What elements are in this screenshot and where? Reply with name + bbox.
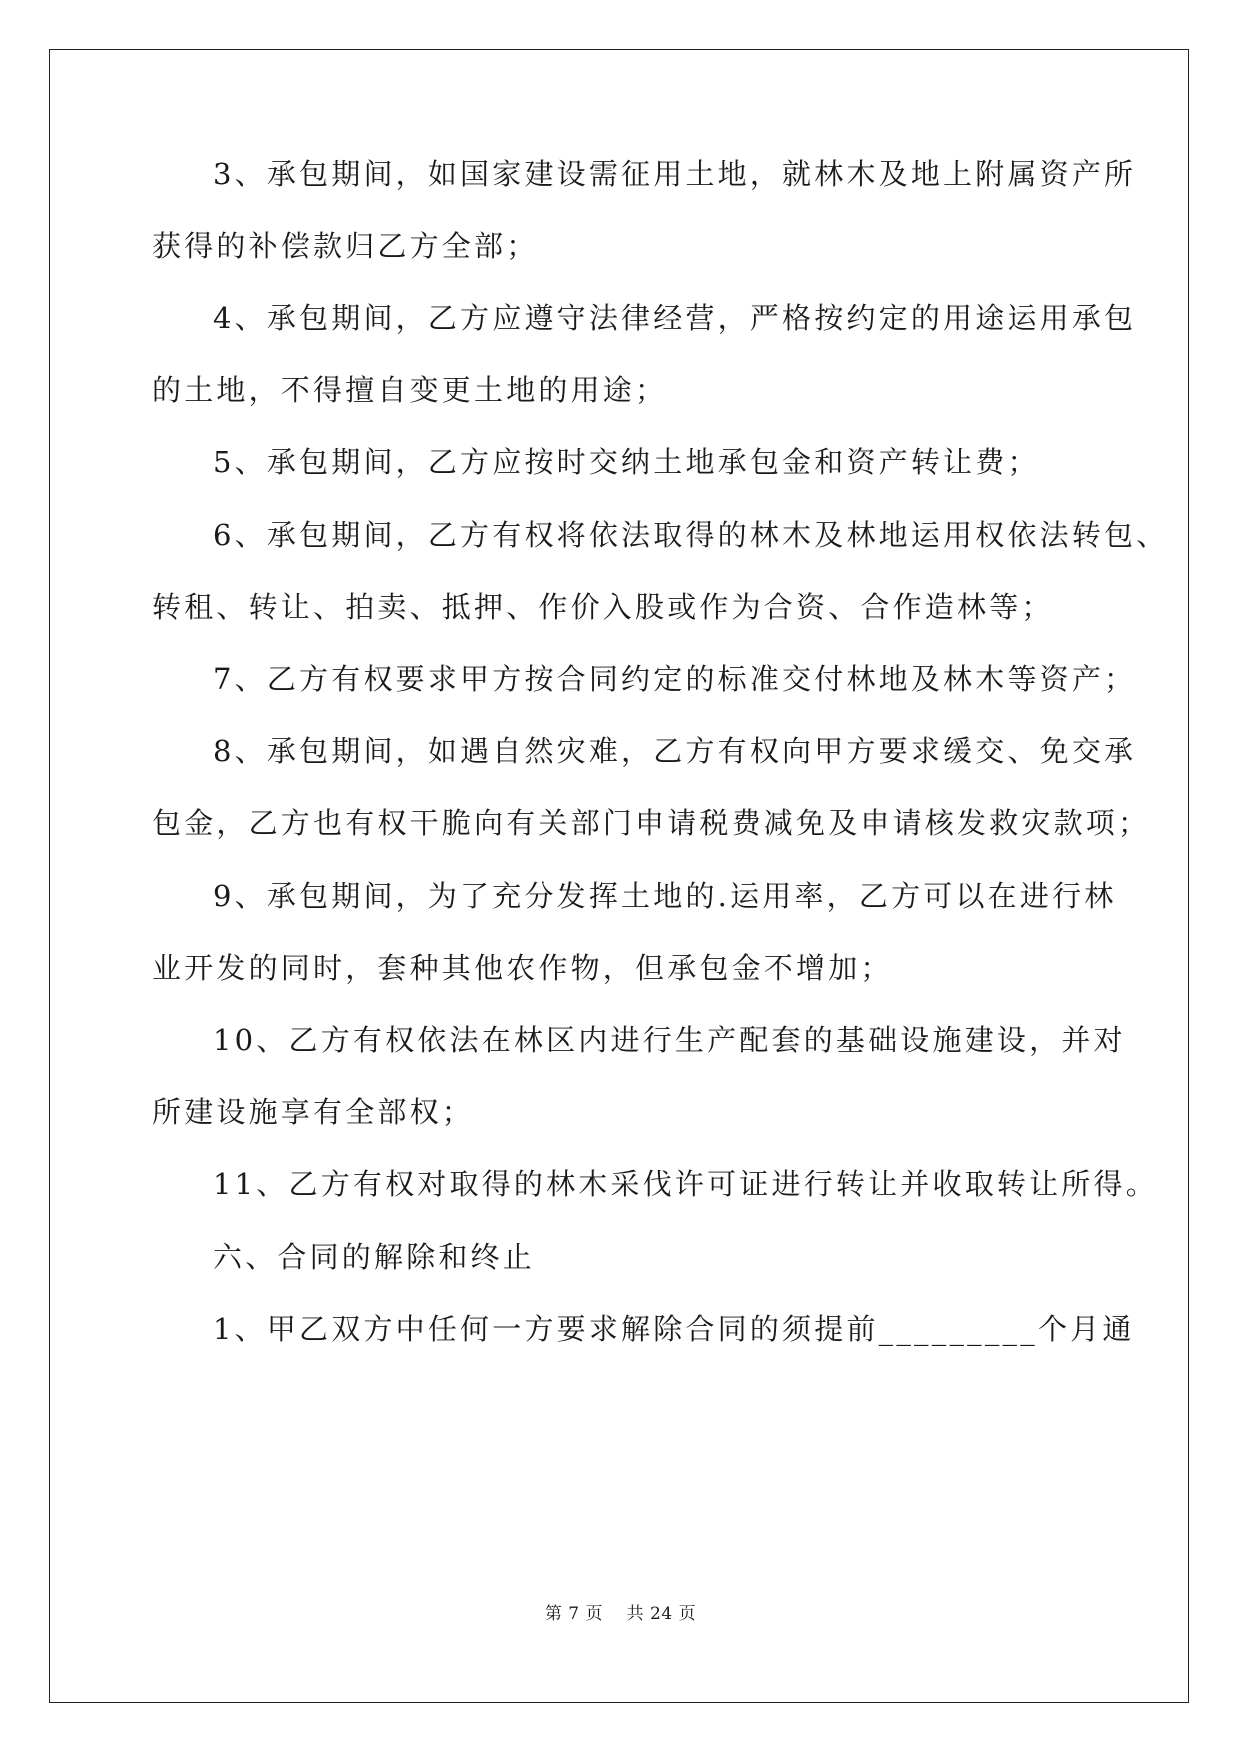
section-heading: 六、合同的解除和终止 bbox=[213, 1240, 536, 1274]
text-line: 业开发的同时，套种其他农作物，但承包金不增加； bbox=[152, 951, 893, 985]
text-line: 8、承包期间，如遇自然灾难，乙方有权向甲方要求缓交、免交承 bbox=[213, 734, 1137, 768]
text-line: 11、乙方有权对取得的林木采伐许可证进行转让并收取转让所得。 bbox=[213, 1167, 1158, 1201]
text-line: 10、乙方有权依法在林区内进行生产配套的基础设施建设，并对 bbox=[213, 1023, 1126, 1057]
text-line: 的土地，不得擅自变更土地的用途； bbox=[152, 373, 668, 407]
text-line: 4、承包期间，乙方应遵守法律经营，严格按约定的用途运用承包 bbox=[213, 301, 1137, 335]
page-number-footer: 第 7 页 共 24 页 bbox=[544, 1604, 697, 1624]
text-line: 9、承包期间，为了充分发挥土地的.运用率，乙方可以在进行林 bbox=[213, 879, 1117, 913]
text-line: 3、承包期间，如国家建设需征用土地，就林木及地上附属资产所 bbox=[213, 157, 1137, 191]
text-line: 获得的补偿款归乙方全部； bbox=[152, 229, 539, 263]
text-line: 转租、转让、拍卖、抵押、作价入股或作为合资、合作造林等； bbox=[152, 590, 1054, 624]
text-line: 7、乙方有权要求甲方按合同约定的标准交付林地及林木等资产； bbox=[213, 662, 1137, 696]
text-line: 5、承包期间，乙方应按时交纳土地承包金和资产转让费； bbox=[213, 445, 1040, 479]
text-line: 包金，乙方也有权干脆向有关部门申请税费减免及申请核发救灾款项； bbox=[152, 806, 1151, 840]
text-line: 6、承包期间，乙方有权将依法取得的林木及林地运用权依法转包、 bbox=[213, 518, 1169, 552]
text-line: 所建设施享有全部权； bbox=[152, 1095, 475, 1129]
text-line: 1、甲乙双方中任何一方要求解除合同的须提前_________个月通 bbox=[213, 1312, 1135, 1346]
